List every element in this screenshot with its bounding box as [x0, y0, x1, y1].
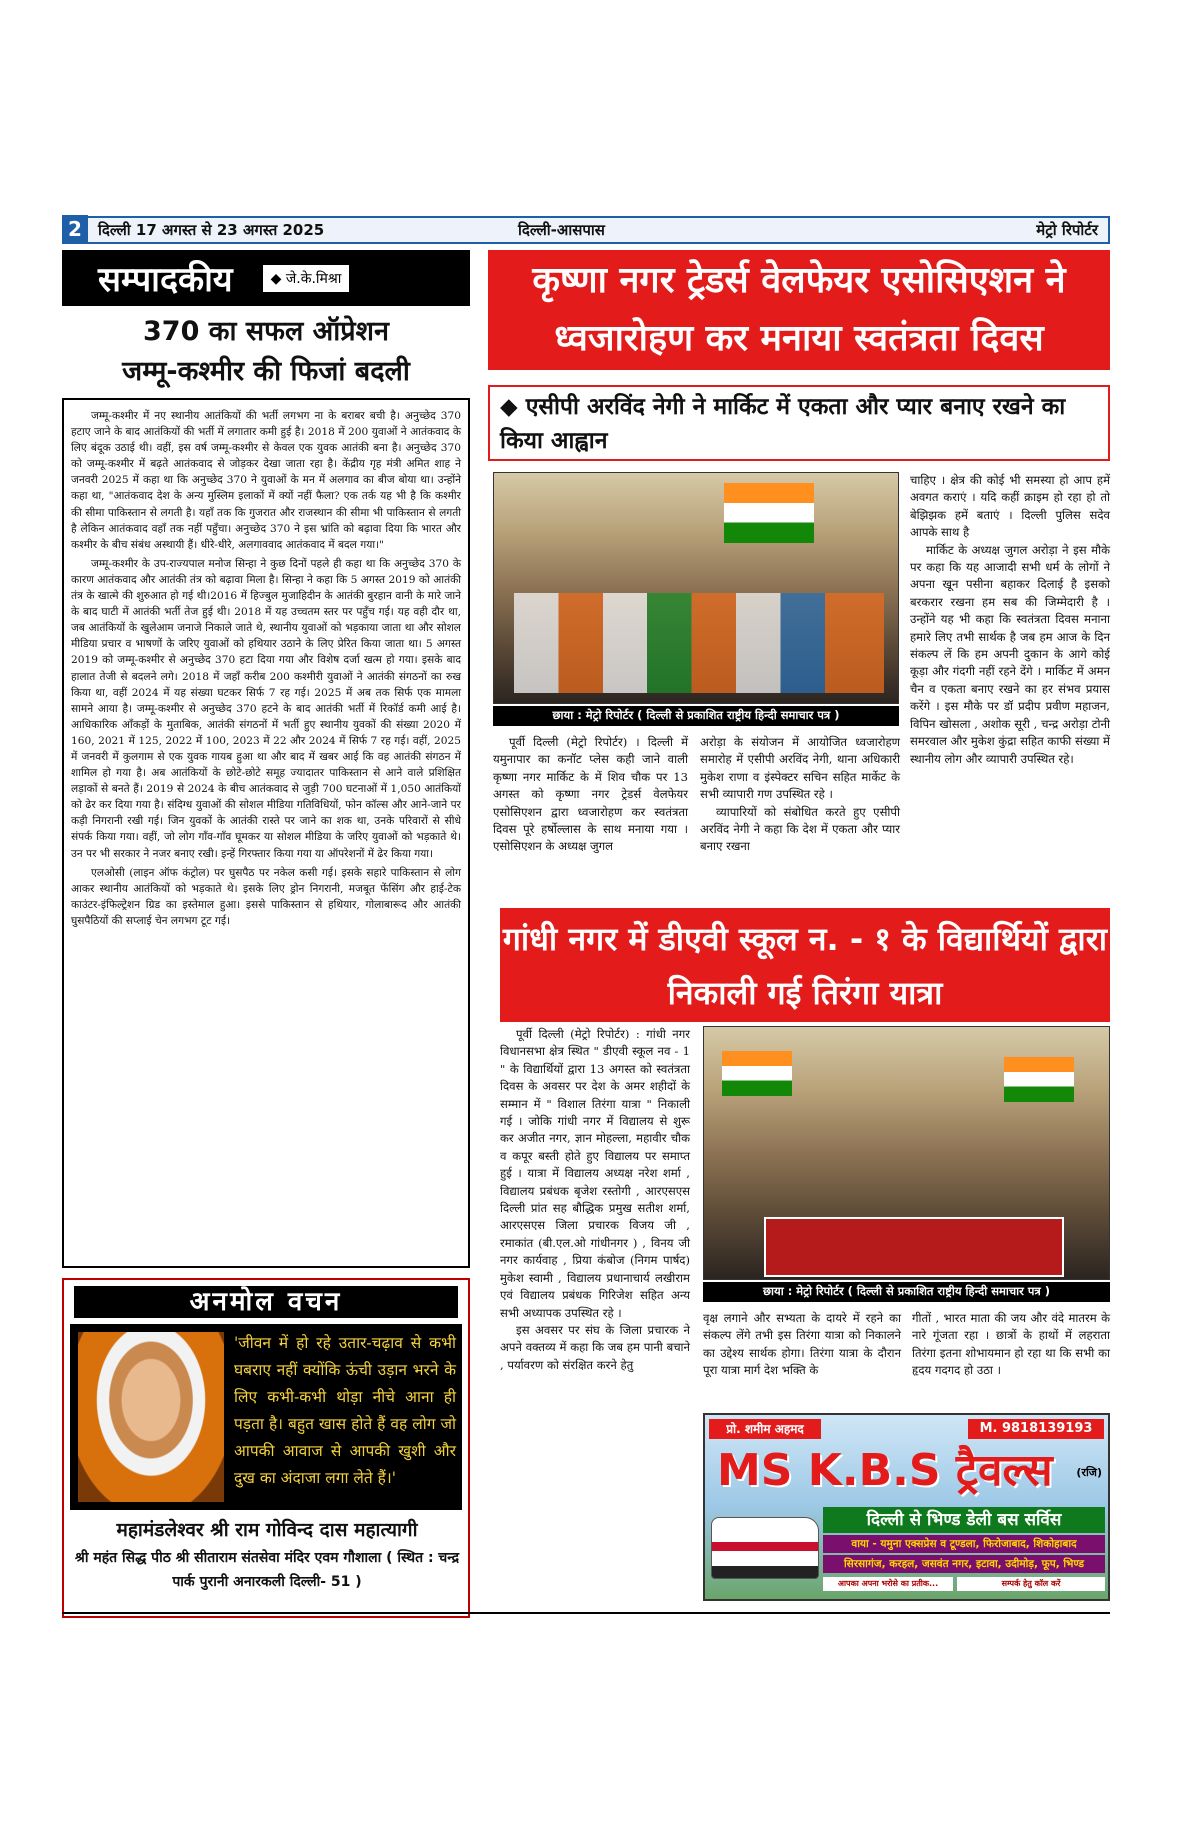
editorial-heading: [62, 250, 470, 306]
bottom-divider: [62, 1612, 1110, 1614]
story1-paragraph: पूर्वी दिल्ली (मेट्रो रिपोर्टर) । दिल्ली में यमुनापार का कनॉट प्लेस कही जाने वाली कृष्णा नगर मार्किट के में शिव चौक पर 13 अगस्त को कृष्णा नगर ट्रेडर्स वेलफेयर एसोसिएशन द्वारा ध्वजारोहण कर स्वतंत्रता दिवस पूरे हर्षोल्लास के साथ मनाया गया । एसोसिएशन के अध्यक्ष जुगल: [493, 735, 688, 854]
quote-heading: अनमोल वचन: [74, 1286, 458, 1318]
story1-paragraph: अरोड़ा के संयोजन में आयोजित ध्वजारोहण समारोह में एसीपी अरविंद नेगी, थाना अधिकारी मुकेश राणा व इंस्पेक्टर सचिन सहित मार्केट के सभी व्यापारी गण उपस्थित रहे ।: [700, 735, 900, 802]
story1-column-1: [493, 734, 688, 856]
section-name: दिल्ली-आसपास: [518, 221, 605, 239]
ad-service: दिल्ली से भिण्ड डेली बस सर्विस: [823, 1507, 1105, 1533]
editorial-paragraph: एलओसी (लाइन ऑफ कंट्रोल) पर घुसपैठ पर नकेल कसी गई। इसके सहारे पाकिस्तान से लोग आकर स्थानीय आतंकियों को भड़काते थे। इसके लिए ड्रोन निगरानी, मजबूत फेंसिंग और हाई-टेक काउंटर-इंफिल्ट्रेशन ग्रिड का इस्तेमाल हुआ। इससे पाकिस्तान से हथियार, गोलाबारूद और आतंकी घुसपैठियों की सप्लाई चेन लगभग टूट गई।: [71, 866, 461, 927]
saint-address: श्री महंत सिद्ध पीठ श्री सीताराम संतसेवा मंदिर एवम गौशाला ( स्थित : चन्द्र पार्क पुरानी अनारकली दिल्ली- 51 ): [74, 1550, 460, 1590]
crowd-graphic: [514, 593, 884, 693]
ad-proprietor: प्रो. शमीम अहमद: [709, 1419, 821, 1439]
travel-advertisement[interactable]: [703, 1413, 1110, 1601]
story1-subhead: ◆ एसीपी अरविंद नेगी ने मार्किट में एकता और प्यार बनाए रखने का किया आह्वान: [488, 385, 1110, 461]
story2-paragraph: वृक्ष लगाने और सभ्यता के दायरे में रहने का संकल्प लेंगे तभी इस तिरंगा यात्रा को निकालने का उद्देश्य सार्थक होगा। तिरंगा यात्रा के दौरान पूरा यात्रा मार्ग देश भक्ति के: [703, 1311, 901, 1378]
story2-paragraph: इस अवसर पर संघ के जिला प्रचारक ने अपने वक्तव्य में कहा कि जब हम पानी बचाने , पर्यावरण को संरक्षित करने हेतु: [500, 1322, 690, 1372]
story2-headline: गांधी नगर में डीएवी स्कूल न. - १ के विद्यार्थियों द्वारा निकाली गई तिरंगा यात्रा: [500, 908, 1110, 1022]
ad-route-line2: सिरसागंज, करहल, जसवंत नगर, इटावा, उदीमोड़, फूप, भिण्ड: [823, 1555, 1105, 1573]
editorial-author: ◆ जे.के.मिश्रा: [263, 265, 350, 292]
story2-photo: [703, 1026, 1110, 1280]
flag-graphic: [722, 1051, 792, 1096]
saint-photo: [78, 1332, 224, 1502]
editorial-paragraph: जम्मू-कश्मीर के उप-राज्यपाल मनोज सिन्हा ने कुछ दिनों पहले ही कहा था कि अनुच्छेद 370 के कारण आतंकवाद और आतंकी तंत्र को बढ़ावा मिला है। सिन्हा ने कहा कि 5 अगस्त 2019 को आतंकी तंत्र के खात्मे की शुरुआत हो गई थी।2016 में हिज्बुल मुजाहिदीन के आतंकी बुरहान वानी के मारे जाने के बाद घाटी में आतंकी भर्ती तेज हुई थी। 2018 में यह उच्चतम स्तर पर पहुँच गई। यह वही दौर था, जब आतंकियों के खुलेआम जनाजे निकाले जाते थे, स्थानीय युवाओं को भड़काया जाता था और सोशल मीडिया प्रचार व भाषणों के जरिए युवाओं को हथियार उठाने के लिए प्रेरित किया जाता था। 5 अगस्त 2019 को जम्मू-कश्मीर से अनुच्छेद 370 हटा दिया गया और विशेष दर्जा खत्म हो गया। इसके बाद हालात तेजी से बदलने लगे। 2018 में जहाँ करीब 200 कश्मीरी युवाओं ने आतंकी संगठनों का रुख किया था, वहीं 2024 में यह संख्या घटकर सिर्फ 7 रह गई। 2025 में अब तक सिर्फ एक मामला सामने आया है। जम्मू-कश्मीर से अनुच्छेद 370 हटने के बाद आतंकी भर्ती में रिकॉर्ड कमी आई है। आधिकारिक आँकड़ों के मुताबिक, आतंकी संगठनों में भर्ती हुए स्थानीय युवकों की संख्या 2020 में 160, 2021 में 125, 2022 में 100, 2023 में 22 और 2024 में सिर्फ 7 रह गई। वहीं, 2025 में जनवरी में कुलगाम से एक युवक गायब हुआ था और बाद में खबर आई कि वह आतंकी संगठन में शामिल हो गया है। अब आतंकियों के छोटे-छोटे समूह ज्यादातर पाकिस्तान से आने वाले प्रशिक्षित लड़ाकों से बनते हैं। 2019 से 2024 के बीच आतंकवाद से जुड़ी 700 घटनाओं में 1,050 आतंकियों को ढेर कर दिया गया है। संदिग्ध युवाओं की सोशल मीडिया गतिविधियों, फोन कॉल्स और आने-जाने पर कड़ी निगरानी रखी गई। जिन युवकों के आतंकी रास्ते पर जाने का शक था, उनके परिवारों से सीधे संपर्क किया गया। वहीं, जो लोग गाँव-गाँव घूमकर या सोशल मीडिया के जरिए युवाओं को भड़काते थे। उन पर भी सरकार ने नजर बनाए रखी। इन्हें गिरफ्तार किया गया या ऑपरेशनों में ढेर किया गया।: [71, 557, 461, 860]
flag-graphic: [724, 483, 814, 543]
page-number: 2: [62, 215, 88, 243]
ad-mobile-number[interactable]: M. 9818139193: [968, 1419, 1104, 1439]
story1-column-2: [700, 734, 900, 856]
story2-column-3: [912, 1310, 1110, 1380]
editorial-body: [62, 398, 470, 1268]
saint-name: महामंडलेश्वर श्री राम गोविन्द दास महात्यागी: [116, 1519, 418, 1541]
story2-column-2: [703, 1310, 901, 1380]
story2-caption: छाया : मेट्रो रिपोर्टर ( दिल्ली से प्रकाशित राष्ट्रीय हिन्दी समाचार पत्र ): [703, 1282, 1110, 1302]
editorial-label: सम्पादकीय: [98, 260, 233, 300]
story1-photo: [493, 472, 899, 704]
story1-paragraph: चाहिए । क्षेत्र की कोई भी समस्या हो आप हमें अवगत कराएं । यदि कहीं क्राइम हो रहा हो तो बेझिझक हमें बताएं । दिल्ली पुलिस सदेव आपके साथ है: [910, 473, 1110, 540]
story2-column-1: [500, 1026, 690, 1374]
banner-graphic: [764, 1217, 1064, 1277]
quote-panel: [70, 1324, 462, 1510]
ad-registered: (रजि): [1076, 1466, 1102, 1479]
story2-paragraph: गीतों , भारत माता की जय और वंदे मातरम के नारे गूंजता रहा । छात्रों के हाथों में लहराता तिरंगा इतना शोभायमान हो रहा था कि सभी का हृदय गदगद हो उठा ।: [912, 1311, 1110, 1378]
story2-paragraph: पूर्वी दिल्ली (मेट्रो रिपोर्टर) : गांधी नगर विधानसभा क्षेत्र स्थित " डीएवी स्कूल नव - 1 " के विद्यार्थियों द्वारा 13 अगस्त को स्वतंत्रता दिवस के अवसर पर देश के अमर शहीदों के सम्मान में " विशाल तिरंगा यात्रा " निकाली गई । जोकि गांधी नगर में विद्यालय से शुरू कर अजीत नगर, ज्ञान मोहल्ला, महावीर चौक व कपूर बस्ती होते हुए विद्यालय पर समाप्त हुई । यात्रा में विद्यालय अध्यक्ष नरेश शर्मा , विद्यालय प्रबंधक बृजेश रस्तोगी , आरएसएस दिल्ली प्रांत सह बौद्धिक प्रमुख सतीश शर्मा, आरएसएस जिला प्रचारक विजय जी , रमाकांत (बी.एल.ओ गांधीनगर ) , विनय जी नगर कार्यवाह , प्रिया कंबोज (निगम पार्षद) मुकेश स्वामी , विद्यालय प्रधानाचार्य लखीराम एवं विद्यालय प्रबंधक गिरिजेश सहित अन्य सभी अध्यापक उपस्थित रहे ।: [500, 1027, 690, 1320]
ad-route-line1: वाया - यमुना एक्सप्रेस व टूण्डला, फिरोजाबाद, शिकोहाबाद: [823, 1535, 1105, 1553]
editorial-title-line2: जम्मू-कश्मीर की फिजां बदली: [122, 356, 410, 387]
story1-headline: कृष्णा नगर ट्रेडर्स वेलफेयर एसोसिएशन ने ध्वजारोहण कर मनाया स्वतंत्रता दिवस: [488, 250, 1110, 370]
story1-paragraph: व्यापारियों को संबोधित करते हुए एसीपी अरविंद नेगी ने कहा कि देश में एकता और प्यार बनाए रखना: [700, 804, 900, 854]
issue-date: दिल्ली 17 अगस्त से 23 अगस्त 2025: [98, 221, 325, 239]
ad-tagline: आपका अपना भरोसे का प्रतीक...: [823, 1577, 953, 1591]
editorial-paragraph: जम्मू-कश्मीर में नए स्थानीय आतंकियों की भर्ती लगभग ना के बराबर बची है। अनुच्छेद 370 हटाए जाने के बाद आतंकियों की भर्ती में लगातार कमी हुई है। 2018 में 200 युवाओं ने आतंकवाद के लिए बंदूक उठाई थी। वहीं, इस वर्ष जम्मू-कश्मीर से केवल एक युवक आतंकी बना है। अनुच्छेद 370 को जम्मू-कश्मीर में बढ़ते आतंकवाद से जोड़कर देखा जाता रहा है। केंद्रीय गृह मंत्री अमित शाह ने जनवरी 2025 में कहा था कि अनुच्छेद 370 ने युवाओं के मन में अलगाव का बीज बोया था। उन्होंने कहा था, "आतंकवाद देश के अन्य मुस्लिम इलाकों में क्यों नहीं फैला? एक तर्क यह भी है कि कश्मीर की सीमा पाकिस्तान से लगती है। यहाँ तक कि गुजरात और राजस्थान की सीमा भी पाकिस्तान से लगती है लेकिन आतंकवाद वहाँ तक नहीं पहुँचा। अनुच्छेद 370 ने इस भ्रांति को बढ़ावा दिया कि भारत और कश्मीर के बीच संबंध अस्थायी हैं। धीरे-धीरे, अलगाववाद आतंकवाद में बदल गया।": [71, 410, 461, 551]
page-header: [62, 216, 1110, 244]
brand-name: मेट्रो रिपोर्टर: [1036, 221, 1098, 239]
bus-icon: [711, 1517, 819, 1579]
ad-title: MS K.B.S ट्रैवल्स: [717, 1445, 1053, 1496]
ad-contact-note: सम्पर्क हेतु कॉल करें: [957, 1577, 1105, 1591]
flag-graphic: [1004, 1057, 1074, 1102]
editorial-title: [62, 312, 470, 392]
story1-caption: छाया : मेट्रो रिपोर्टर ( दिल्ली से प्रकाशित राष्ट्रीय हिन्दी समाचार पत्र ): [493, 706, 899, 726]
story1-paragraph: मार्किट के अध्यक्ष जुगल अरोड़ा ने इस मौके पर कहा कि यह आजादी सभी धर्म के लोगों ने अपना खून पसीना बहाकर दिलाई है इसको बरकरार रखना हम सब की जिम्मेदारी है । उन्होंने यह भी कहा कि स्वतंत्रता दिवस मनाना हमारे लिए तभी सार्थक है जब हम आज के दिन संकल्प लें कि हम अपनी दुकान के आगे कोई कूड़ा और गंदगी नहीं रहने देंगे । मार्किट में अमन चैन व एकता बनाए रखने का हर संभव प्रयास करेंगे । इस मौके पर डॉ प्रदीप प्रवीण महाजन, विपिन खोसला , अशोक सूरी , चन्द्र अरोड़ा टोनी समरवाल और मुकेश कुंद्रा सहित काफी संख्या में स्थानीय लोग और व्यापारी उपस्थित रहे।: [910, 542, 1110, 766]
quote-box: [62, 1278, 470, 1618]
quote-text: 'जीवन में हो रहे उतार-चढ़ाव से कभी घबराए नहीं क्योंकि ऊंची उड़ान भरने के लिए कभी-कभी थोड़ा नीचे आना ही पड़ता है। बहुत खास होते हैं वह लोग जो आपकी आवाज से आपकी खुशी और दुख का अंदाजा लगा लेते हैं।': [234, 1334, 456, 1487]
story1-column-3: [910, 472, 1110, 768]
editorial-title-line1: 370 का सफल ऑप्रेशन: [143, 316, 389, 347]
